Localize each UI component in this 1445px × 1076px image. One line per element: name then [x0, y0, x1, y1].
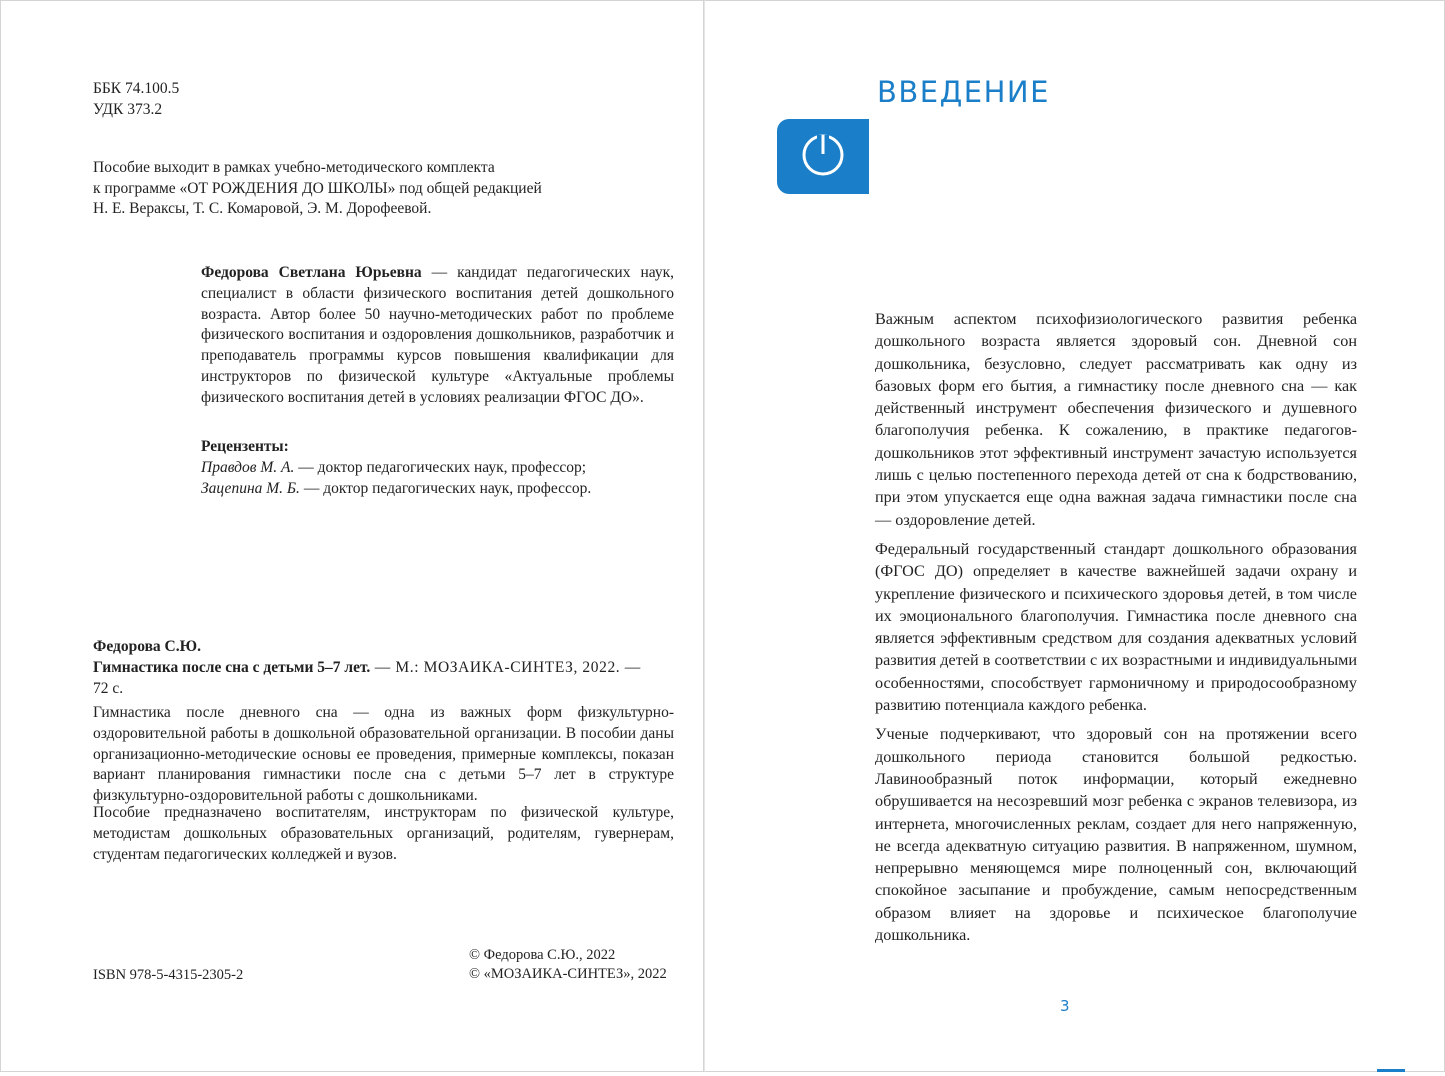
- copyright-block: [469, 946, 667, 983]
- page-number: 3: [1060, 997, 1070, 1015]
- copyright-line: © «МОЗАИКА-СИНТЕЗ», 2022: [469, 965, 667, 982]
- series-line: Н. Е. Вераксы, Т. С. Комаровой, Э. М. Дорофеевой.: [93, 200, 432, 217]
- biblio-author: Федорова С.Ю.: [93, 638, 201, 655]
- reviewer-role: — доктор педагогических наук, профессор;: [294, 458, 587, 476]
- chapter-body: [875, 308, 1357, 953]
- chapter-title: ВВЕДЕНИЕ: [877, 75, 1050, 109]
- reviewers-heading: Рецензенты:: [201, 438, 289, 455]
- annotation-paragraph: Гимнастика после дневного сна — одна из важных форм физкультурно-оздоровительной работы в дошкольной образовательной организации. В пособии даны организационно-методические основы ее проведения, примерные комплексы, показан вариант планирования гимнастики после сна с детьми 5–7 лет в структуре физкультурно-оздоровительной работы с дошкольниками.: [93, 704, 674, 805]
- power-icon: [799, 130, 847, 183]
- reviewers-block: [201, 437, 674, 499]
- reviewer-role: — доктор педагогических наук, профессор.: [299, 479, 592, 497]
- annotation-paragraph: Пособие предназначено воспитателям, инструкторам по физической культуре, методистам дошкольных образовательных организаций, родителям, гувернерам, студентам педагогических колледжей и вузов.: [93, 804, 674, 863]
- chapter-tab: [777, 119, 869, 194]
- reviewer-item: [201, 479, 674, 500]
- biblio-title: Гимнастика после сна с детьми 5–7 лет.: [93, 658, 371, 676]
- isbn: ISBN 978-5-4315-2305-2: [93, 967, 244, 983]
- series-line: к программе «ОТ РОЖДЕНИЯ ДО ШКОЛЫ» под общей редакцией: [93, 179, 542, 197]
- corner-mark: [1377, 1069, 1405, 1072]
- reviewer-name: Правдов М. А.: [201, 458, 295, 476]
- copyright-line: © Федорова С.Ю., 2022: [469, 947, 616, 963]
- series-note: [93, 158, 613, 220]
- introduction-page: [704, 0, 1445, 1072]
- author-bio-text: — кандидат педагогических наук, специалист в области физического воспитания детей дошкольного возраста. Автор более 50 научно-методических работ по проблеме физического воспитания и оздоровления дошкольников, разработчик и преподаватель программы курсов повышения квалификации для инструкторов по физической культуре «Актуальные проблемы физического воспитания детей в условиях реализации ФГОС ДО».: [201, 264, 674, 406]
- reviewer-item: [201, 458, 674, 479]
- body-paragraph: Ученые подчеркивают, что здоровый сон на протяжении всего дошкольного периода становится большой редкостью. Лавинообразный поток информации, который ежедневно обрушивается на несозревший мозг ребенка с экранов телевизора, из интернета, многочисленных реклам, создает для него напряженную, не всегда адекватную ситуацию развития. В напряженном, шумном, непрерывно меняющемся мире полноценный сон, включающий спокойное засыпание и пробуждение, самым непосредственным образом влияет на здоровье и психическое благополучие дошкольника.: [875, 725, 1357, 945]
- imprint-page: [0, 0, 704, 1072]
- classification-codes: [93, 79, 179, 120]
- biblio-pages: 72 с.: [93, 679, 124, 697]
- author-bio: [201, 263, 674, 409]
- body-paragraph: Важным аспектом психофизиологического развития ребенка дошкольного возраста является здоровый сон. Дневной сон дошкольника, безусловно, следует рассматривать как одну из базовых форм его бытия, а гимнастику после дневного сна — как действенный инструмент обеспечения физического и душевного благополучия ребенка. К сожалению, в практике педагогов-дошкольников этот эффективный инструмент зачастую используется лишь с целью постепенного перехода детей от сна к бодрствованию, при этом упускается еще одна важная задача гимнастики после сна — оздоровление детей.: [875, 310, 1357, 529]
- bbk-code: ББК 74.100.5: [93, 80, 180, 97]
- udk-code: УДК 373.2: [93, 100, 163, 118]
- reviewer-name: Зацепина М. Б.: [201, 479, 300, 497]
- author-name: Федорова Светлана Юрьевна: [201, 264, 422, 281]
- bibliographic-record: [93, 637, 674, 699]
- series-line: Пособие выходит в рамках учебно-методического комплекта: [93, 159, 495, 176]
- biblio-publisher: — М.: МОЗАИКА-СИНТЕЗ, 2022. —: [370, 658, 641, 676]
- body-paragraph: Федеральный государственный стандарт дошкольного образования (ФГОС ДО) определяет в качестве важнейшей задачи охрану и укрепление физического и психического здоровья детей, в том числе их эмоционального благополучия. Гимнастика после дневного сна является эффективным средством для создания адекватных условий развития детей в соответствии с их возрастными и индивидуальными особенностями, способствует гармоничному и природосообразному развитию потенциала каждого ребенка.: [875, 539, 1357, 715]
